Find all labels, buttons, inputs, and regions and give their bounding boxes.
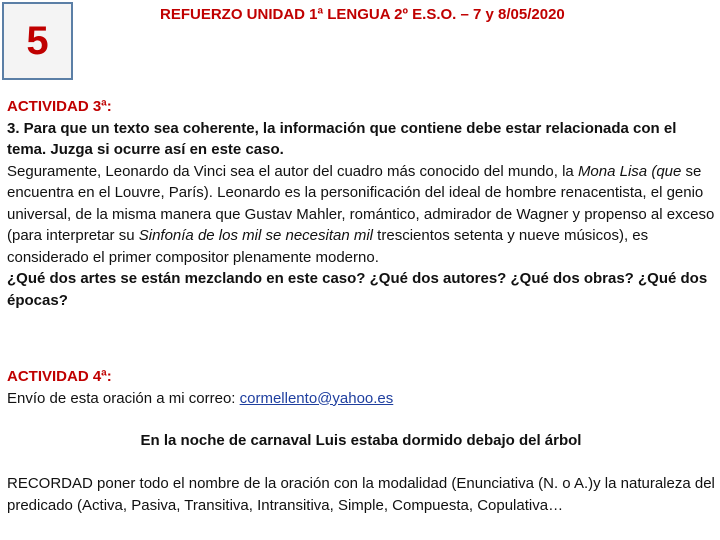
text-part-a: Seguramente, Leonardo da Vinci sea el autor del cuadro más conocido del mundo, la — [7, 162, 578, 180]
activity-4 — [7, 366, 715, 409]
activity-3-prompt: 3. Para que un texto sea coherente, la información que contiene debe estar relacionada con el tema. Juzga si ocurre así en este caso. — [7, 119, 677, 158]
activity-4-title: ACTIVIDAD 4ª: — [7, 368, 112, 385]
example-sentence: En la noche de carnaval Luis estaba dormido debajo del árbol — [140, 432, 582, 449]
sinfonia-title: Sinfonía de los mil se necesitan mil — [138, 227, 374, 244]
slide-number: 5 — [26, 19, 49, 63]
page-header: REFUERZO UNIDAD 1ª LENGUA 2º E.S.O. – 7 y 8/05/2020 — [160, 6, 565, 23]
email-link[interactable]: cormellento@yahoo.es — [239, 389, 394, 407]
text-part-c: se encuentra en el Louvre, París). Leonardo es la personificación del ideal de hombre renacentista, el genio universal, de la misma manera que Gustav Mahler, romántico, admirador de Wagner y propenso al exceso (para interpretar su — [7, 162, 715, 244]
slide-number-box — [2, 2, 73, 80]
activity-3 — [7, 96, 715, 311]
activity-3-title: ACTIVIDAD 3ª: — [7, 98, 112, 115]
activity-3-question: ¿Qué dos artes se están mezclando en este caso? ¿Qué dos autores? ¿Qué dos obras? ¿Qué dos épocas? — [7, 270, 708, 309]
email-line-text: Envío de esta oración a mi correo: — [7, 389, 240, 407]
text-part-d: trescientos setenta y nueve músicos), es considerado el primer compositor plenamente moderno. — [7, 227, 649, 266]
activity-3-text — [7, 161, 715, 269]
text-part-b: (que — [647, 162, 682, 180]
mona-lisa-title: Mona Lisa — [577, 162, 648, 180]
email-line — [7, 388, 715, 410]
reminder-text: RECORDAD poner todo el nombre de la oración con la modalidad (Enunciativa (N. o A.)y la naturaleza del predicado (Activa, Pasiva, Transitiva, Intransitiva, Simple, Compuesta, Copulativa… — [7, 475, 715, 514]
